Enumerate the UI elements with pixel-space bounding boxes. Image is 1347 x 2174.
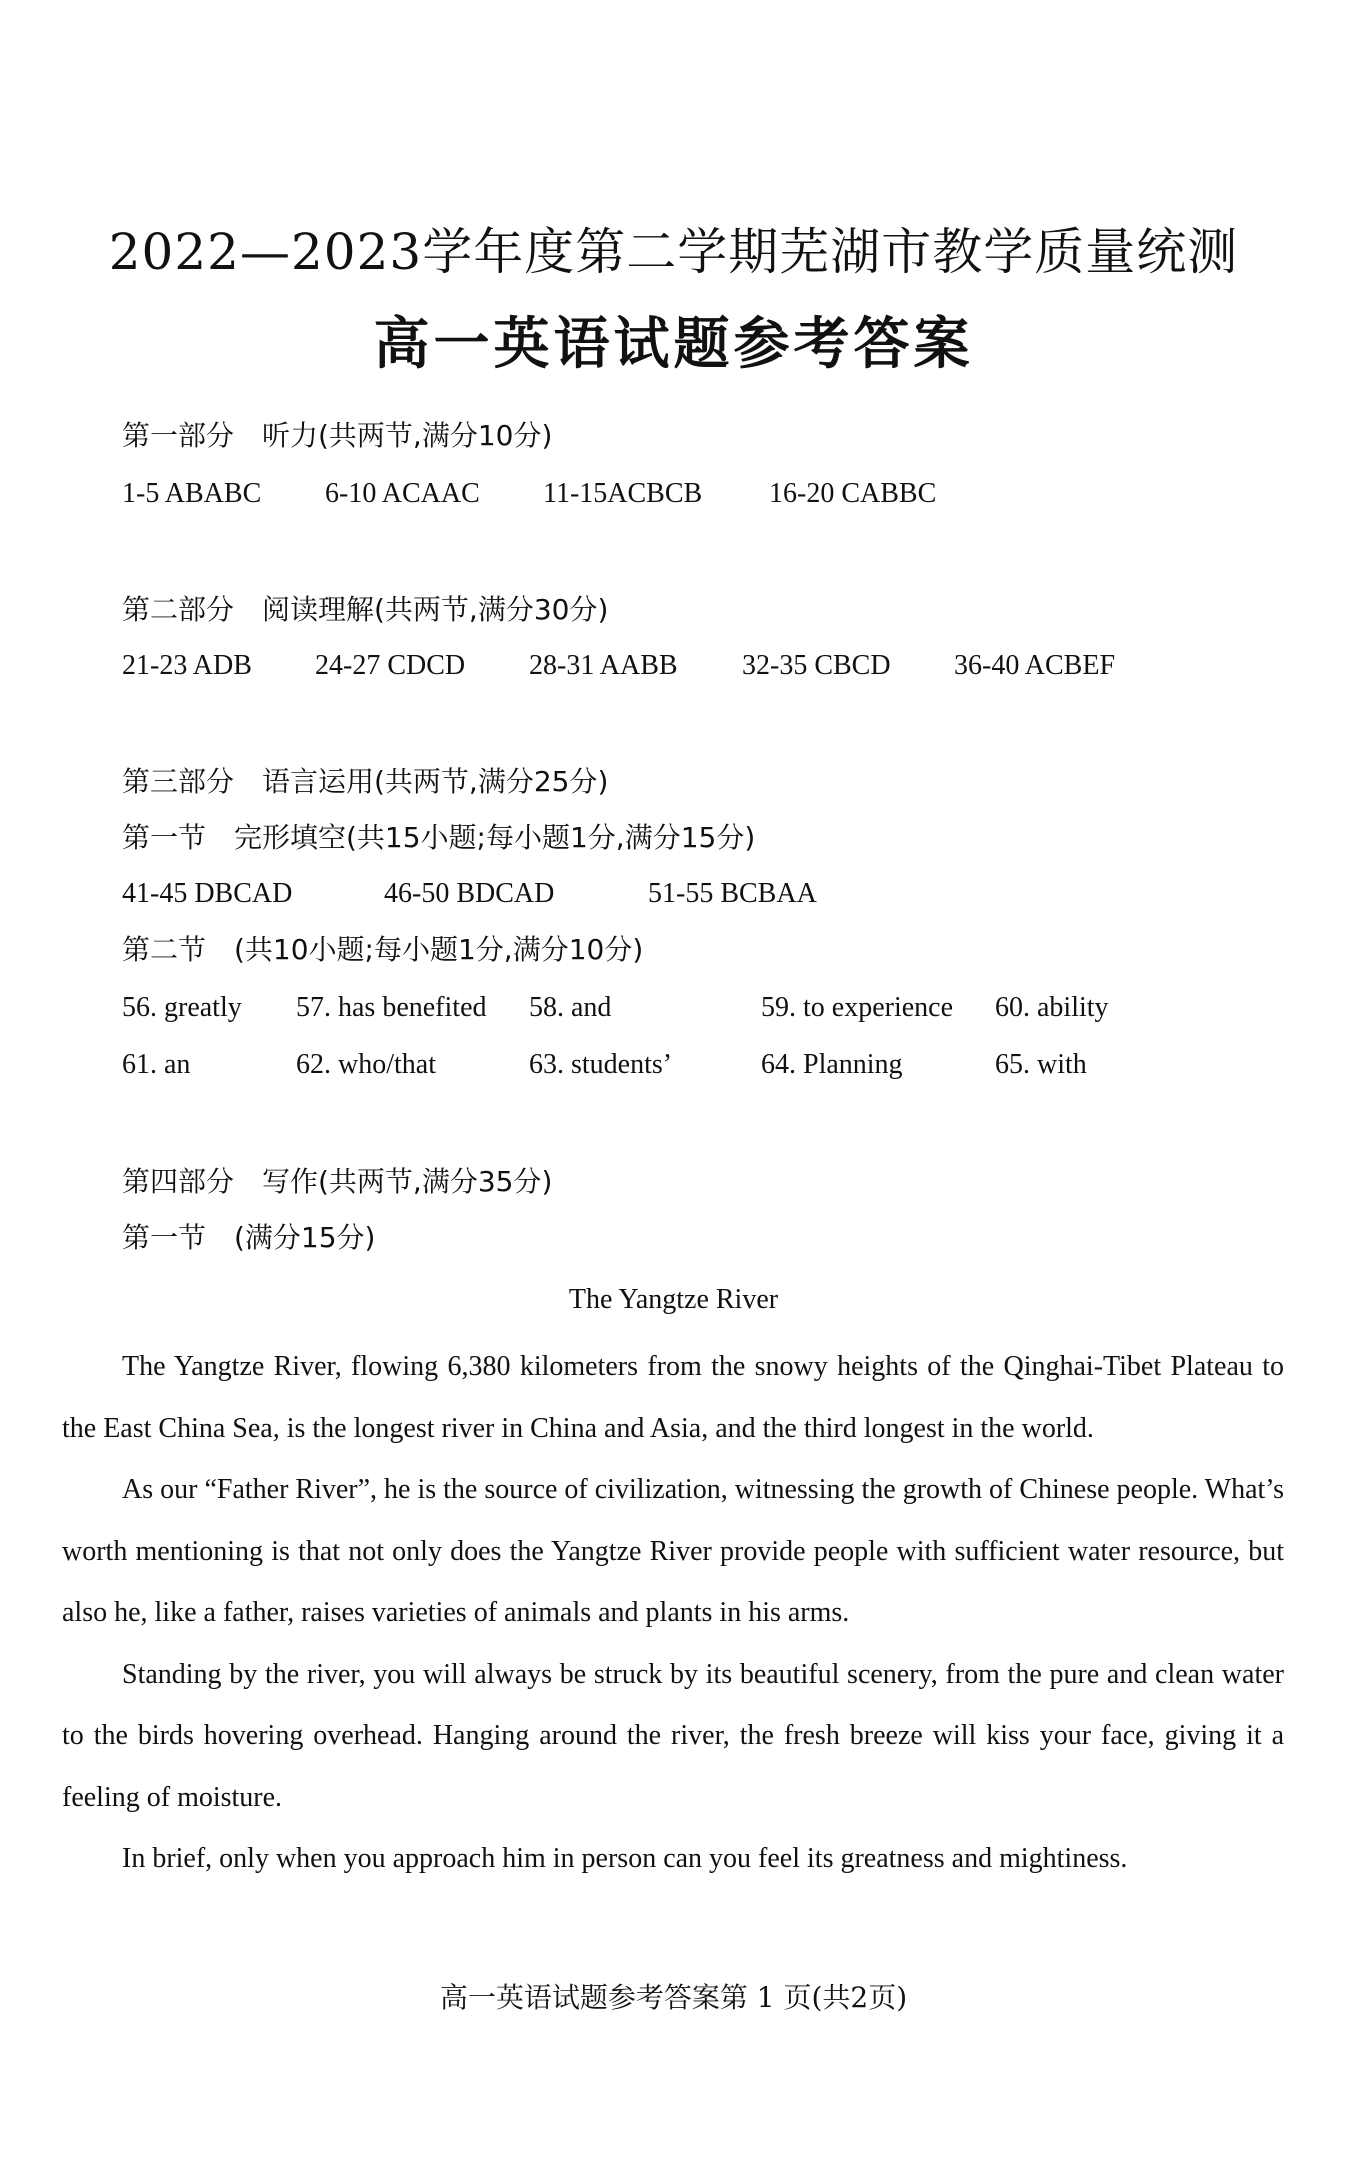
answer-item: 59. to experience — [761, 992, 954, 1023]
answer-item: 61. an — [122, 1049, 191, 1080]
answer-group: 16-20 CABBC — [769, 478, 937, 509]
part2-heading: 第二部分 阅读理解(共两节,满分30分) — [122, 593, 609, 626]
answer-group: 11-15ACBCB — [543, 478, 703, 509]
answer-item: 62. who/that — [296, 1049, 436, 1080]
essay-paragraph: Standing by the river, you will always be struck by its beautiful scenery, from the pure and clean water to the birds hovering overhead. Hanging around the river, the fresh breeze will kiss your face, giving it a feeling of moisture. — [62, 1658, 1284, 1813]
answer-item: 60. ability — [995, 992, 1109, 1023]
answer-item: 63. students’ — [529, 1049, 673, 1080]
answer-group: 41-45 DBCAD — [122, 878, 293, 909]
answer-group: 36-40 ACBEF — [954, 650, 1116, 681]
answer-item: 56. greatly — [122, 992, 242, 1023]
answer-group: 1-5 ABABC — [122, 478, 262, 509]
essay-paragraph: In brief, only when you approach him in person can you feel its greatness and mightiness. — [122, 1843, 1128, 1874]
answer-item: 57. has benefited — [296, 992, 487, 1023]
part4-heading: 第四部分 写作(共两节,满分35分) — [122, 1165, 553, 1198]
answer-group: 21-23 ADB — [122, 650, 252, 681]
exam-title: 2022—2023学年度第二学期芜湖市教学质量统测 — [108, 223, 1239, 281]
essay-body — [62, 1336, 1284, 1890]
answer-group: 28-31 AABB — [529, 650, 678, 681]
essay-title: The Yangtze River — [568, 1284, 779, 1315]
answer-group: 46-50 BDCAD — [384, 878, 555, 909]
answer-key-subtitle: 高一英语试题参考答案 — [373, 312, 974, 377]
answer-group: 51-55 BCBAA — [648, 878, 817, 909]
answer-item: 64. Planning — [761, 1049, 903, 1080]
part3-heading: 第三部分 语言运用(共两节,满分25分) — [122, 765, 609, 798]
part3-section2-heading: 第二节 (共10小题;每小题1分,满分10分) — [122, 933, 644, 966]
essay-paragraph: The Yangtze River, flowing 6,380 kilometers from the snowy heights of the Qinghai-Tibet Plateau to the East China Sea, is the longest river in China and Asia, and the third longest in the world. — [62, 1351, 1284, 1444]
answer-group: 6-10 ACAAC — [325, 478, 480, 509]
answer-item: 65. with — [995, 1049, 1087, 1080]
page-footer: 高一英语试题参考答案第 1 页(共2页) — [439, 1981, 908, 2014]
part3-section1-heading: 第一节 完形填空(共15小题;每小题1分,满分15分) — [122, 821, 756, 854]
essay-paragraph: As our “Father River”, he is the source of civilization, witnessing the growth of Chinese people. What’s worth mentioning is that not only does the Yangtze River provide people with sufficient water resource, but also he, like a father, raises varieties of animals and plants in his arms. — [62, 1474, 1284, 1628]
answer-item: 58. and — [529, 992, 612, 1023]
answer-group: 32-35 CBCD — [742, 650, 891, 681]
part4-section1-heading: 第一节 (满分15分) — [122, 1221, 376, 1254]
part1-heading: 第一部分 听力(共两节,满分10分) — [122, 419, 553, 452]
answer-group: 24-27 CDCD — [315, 650, 466, 681]
